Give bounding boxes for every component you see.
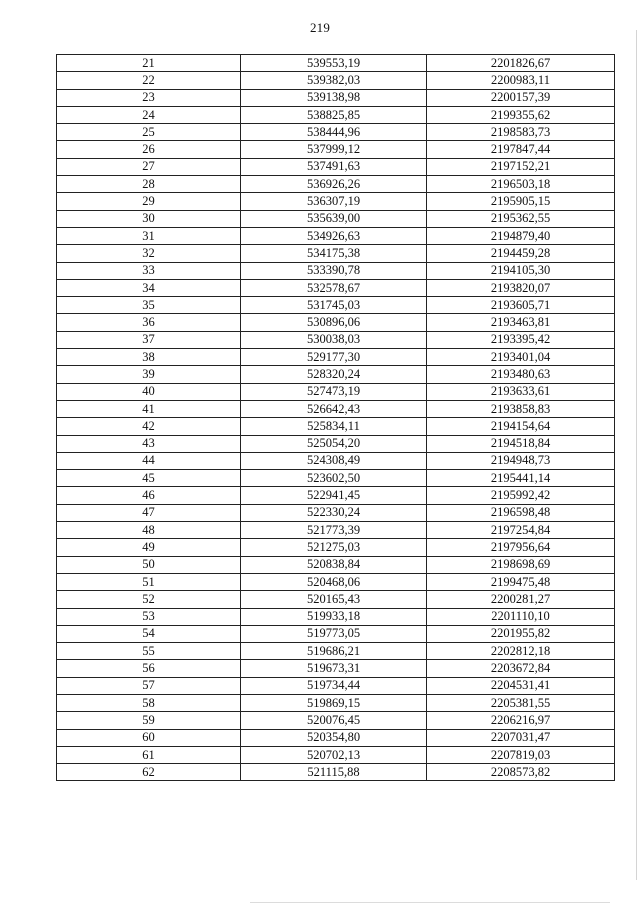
point-number-cell: 28 xyxy=(57,176,241,193)
point-number-cell: 31 xyxy=(57,227,241,244)
table-row xyxy=(57,124,615,141)
table-row xyxy=(57,643,615,660)
table-row xyxy=(57,435,615,452)
y-coordinate-cell: 2196503,18 xyxy=(427,176,615,193)
table-row xyxy=(57,712,615,729)
point-number-cell: 47 xyxy=(57,504,241,521)
x-coordinate-cell: 522330,24 xyxy=(241,504,427,521)
y-coordinate-cell: 2197254,84 xyxy=(427,522,615,539)
table-row xyxy=(57,729,615,746)
y-coordinate-cell: 2207031,47 xyxy=(427,729,615,746)
point-number-cell: 54 xyxy=(57,625,241,642)
table-row xyxy=(57,591,615,608)
y-coordinate-cell: 2206216,97 xyxy=(427,712,615,729)
point-number-cell: 59 xyxy=(57,712,241,729)
y-coordinate-cell: 2194154,64 xyxy=(427,418,615,435)
table-row xyxy=(57,262,615,279)
y-coordinate-cell: 2199355,62 xyxy=(427,106,615,123)
y-coordinate-cell: 2194105,30 xyxy=(427,262,615,279)
x-coordinate-cell: 527473,19 xyxy=(241,383,427,400)
table-row xyxy=(57,106,615,123)
y-coordinate-cell: 2197847,44 xyxy=(427,141,615,158)
point-number-cell: 22 xyxy=(57,72,241,89)
y-coordinate-cell: 2195992,42 xyxy=(427,487,615,504)
y-coordinate-cell: 2199475,48 xyxy=(427,573,615,590)
y-coordinate-cell: 2200157,39 xyxy=(427,89,615,106)
y-coordinate-cell: 2203672,84 xyxy=(427,660,615,677)
point-number-cell: 62 xyxy=(57,764,241,781)
y-coordinate-cell: 2194948,73 xyxy=(427,452,615,469)
table-row xyxy=(57,383,615,400)
x-coordinate-cell: 525834,11 xyxy=(241,418,427,435)
table-row xyxy=(57,210,615,227)
table-row xyxy=(57,366,615,383)
table-row xyxy=(57,141,615,158)
x-coordinate-cell: 519673,31 xyxy=(241,660,427,677)
point-number-cell: 46 xyxy=(57,487,241,504)
y-coordinate-cell: 2195441,14 xyxy=(427,470,615,487)
x-coordinate-cell: 519734,44 xyxy=(241,677,427,694)
x-coordinate-cell: 534175,38 xyxy=(241,245,427,262)
y-coordinate-cell: 2198583,73 xyxy=(427,124,615,141)
table-row xyxy=(57,297,615,314)
y-coordinate-cell: 2201110,10 xyxy=(427,608,615,625)
x-coordinate-cell: 519869,15 xyxy=(241,694,427,711)
point-number-cell: 34 xyxy=(57,279,241,296)
x-coordinate-cell: 536307,19 xyxy=(241,193,427,210)
point-number-cell: 52 xyxy=(57,591,241,608)
table-row xyxy=(57,660,615,677)
x-coordinate-cell: 520702,13 xyxy=(241,746,427,763)
x-coordinate-cell: 525054,20 xyxy=(241,435,427,452)
x-coordinate-cell: 536926,26 xyxy=(241,176,427,193)
x-coordinate-cell: 531745,03 xyxy=(241,297,427,314)
point-number-cell: 25 xyxy=(57,124,241,141)
point-number-cell: 23 xyxy=(57,89,241,106)
point-number-cell: 41 xyxy=(57,400,241,417)
y-coordinate-cell: 2208573,82 xyxy=(427,764,615,781)
point-number-cell: 50 xyxy=(57,556,241,573)
x-coordinate-cell: 532578,67 xyxy=(241,279,427,296)
table-row xyxy=(57,418,615,435)
y-coordinate-cell: 2195905,15 xyxy=(427,193,615,210)
point-number-cell: 48 xyxy=(57,522,241,539)
x-coordinate-cell: 537999,12 xyxy=(241,141,427,158)
x-coordinate-cell: 520354,80 xyxy=(241,729,427,746)
table-row xyxy=(57,72,615,89)
y-coordinate-cell: 2201955,82 xyxy=(427,625,615,642)
y-coordinate-cell: 2198698,69 xyxy=(427,556,615,573)
table-row xyxy=(57,573,615,590)
y-coordinate-cell: 2200281,27 xyxy=(427,591,615,608)
table-row xyxy=(57,55,615,72)
point-number-cell: 42 xyxy=(57,418,241,435)
scan-edge-line xyxy=(636,30,637,880)
y-coordinate-cell: 2196598,48 xyxy=(427,504,615,521)
x-coordinate-cell: 533390,78 xyxy=(241,262,427,279)
point-number-cell: 35 xyxy=(57,297,241,314)
point-number-cell: 49 xyxy=(57,539,241,556)
y-coordinate-cell: 2195362,55 xyxy=(427,210,615,227)
y-coordinate-cell: 2200983,11 xyxy=(427,72,615,89)
point-number-cell: 29 xyxy=(57,193,241,210)
table-row xyxy=(57,245,615,262)
x-coordinate-cell: 520076,45 xyxy=(241,712,427,729)
point-number-cell: 26 xyxy=(57,141,241,158)
x-coordinate-cell: 530038,03 xyxy=(241,331,427,348)
x-coordinate-cell: 520165,43 xyxy=(241,591,427,608)
scan-edge-line xyxy=(250,902,610,903)
point-number-cell: 30 xyxy=(57,210,241,227)
point-number-cell: 38 xyxy=(57,349,241,366)
x-coordinate-cell: 521275,03 xyxy=(241,539,427,556)
table-row xyxy=(57,400,615,417)
table-row xyxy=(57,314,615,331)
y-coordinate-cell: 2194459,28 xyxy=(427,245,615,262)
table-row xyxy=(57,193,615,210)
point-number-cell: 21 xyxy=(57,55,241,72)
table-row xyxy=(57,539,615,556)
table-row xyxy=(57,158,615,175)
table-row xyxy=(57,331,615,348)
table-row xyxy=(57,227,615,244)
x-coordinate-cell: 539382,03 xyxy=(241,72,427,89)
x-coordinate-cell: 539138,98 xyxy=(241,89,427,106)
point-number-cell: 57 xyxy=(57,677,241,694)
point-number-cell: 27 xyxy=(57,158,241,175)
table-row xyxy=(57,694,615,711)
point-number-cell: 36 xyxy=(57,314,241,331)
y-coordinate-cell: 2193858,83 xyxy=(427,400,615,417)
y-coordinate-cell: 2193633,61 xyxy=(427,383,615,400)
table-row xyxy=(57,89,615,106)
x-coordinate-cell: 538825,85 xyxy=(241,106,427,123)
page-number: 219 xyxy=(309,20,331,35)
point-number-cell: 56 xyxy=(57,660,241,677)
table-row xyxy=(57,487,615,504)
point-number-cell: 40 xyxy=(57,383,241,400)
table-row xyxy=(57,470,615,487)
point-number-cell: 55 xyxy=(57,643,241,660)
point-number-cell: 61 xyxy=(57,746,241,763)
x-coordinate-cell: 530896,06 xyxy=(241,314,427,331)
x-coordinate-cell: 523602,50 xyxy=(241,470,427,487)
x-coordinate-cell: 521115,88 xyxy=(241,764,427,781)
y-coordinate-cell: 2193605,71 xyxy=(427,297,615,314)
table-row xyxy=(57,279,615,296)
point-number-cell: 44 xyxy=(57,452,241,469)
y-coordinate-cell: 2202812,18 xyxy=(427,643,615,660)
x-coordinate-cell: 538444,96 xyxy=(241,124,427,141)
x-coordinate-cell: 537491,63 xyxy=(241,158,427,175)
y-coordinate-cell: 2193480,63 xyxy=(427,366,615,383)
point-number-cell: 24 xyxy=(57,106,241,123)
y-coordinate-cell: 2194518,84 xyxy=(427,435,615,452)
point-number-cell: 60 xyxy=(57,729,241,746)
point-number-cell: 45 xyxy=(57,470,241,487)
y-coordinate-cell: 2207819,03 xyxy=(427,746,615,763)
point-number-cell: 32 xyxy=(57,245,241,262)
point-number-cell: 33 xyxy=(57,262,241,279)
table-row xyxy=(57,504,615,521)
x-coordinate-cell: 529177,30 xyxy=(241,349,427,366)
x-coordinate-cell: 526642,43 xyxy=(241,400,427,417)
x-coordinate-cell: 520838,84 xyxy=(241,556,427,573)
point-number-cell: 51 xyxy=(57,573,241,590)
table-row xyxy=(57,764,615,781)
point-number-cell: 53 xyxy=(57,608,241,625)
point-number-cell: 39 xyxy=(57,366,241,383)
x-coordinate-cell: 535639,00 xyxy=(241,210,427,227)
point-number-cell: 43 xyxy=(57,435,241,452)
coordinates-table-body xyxy=(57,55,615,781)
y-coordinate-cell: 2201826,67 xyxy=(427,55,615,72)
x-coordinate-cell: 534926,63 xyxy=(241,227,427,244)
y-coordinate-cell: 2193820,07 xyxy=(427,279,615,296)
x-coordinate-cell: 539553,19 xyxy=(241,55,427,72)
table-row xyxy=(57,349,615,366)
y-coordinate-cell: 2204531,41 xyxy=(427,677,615,694)
table-row xyxy=(57,176,615,193)
y-coordinate-cell: 2197956,64 xyxy=(427,539,615,556)
y-coordinate-cell: 2193395,42 xyxy=(427,331,615,348)
table-row xyxy=(57,608,615,625)
table-row xyxy=(57,556,615,573)
y-coordinate-cell: 2194879,40 xyxy=(427,227,615,244)
x-coordinate-cell: 519933,18 xyxy=(241,608,427,625)
x-coordinate-cell: 519773,05 xyxy=(241,625,427,642)
table-row xyxy=(57,625,615,642)
x-coordinate-cell: 520468,06 xyxy=(241,573,427,590)
x-coordinate-cell: 522941,45 xyxy=(241,487,427,504)
table-row xyxy=(57,677,615,694)
x-coordinate-cell: 519686,21 xyxy=(241,643,427,660)
x-coordinate-cell: 521773,39 xyxy=(241,522,427,539)
x-coordinate-cell: 528320,24 xyxy=(241,366,427,383)
table-row xyxy=(57,522,615,539)
y-coordinate-cell: 2205381,55 xyxy=(427,694,615,711)
y-coordinate-cell: 2193401,04 xyxy=(427,349,615,366)
point-number-cell: 37 xyxy=(57,331,241,348)
table-row xyxy=(57,452,615,469)
point-number-cell: 58 xyxy=(57,694,241,711)
coordinates-table xyxy=(56,54,615,781)
y-coordinate-cell: 2197152,21 xyxy=(427,158,615,175)
y-coordinate-cell: 2193463,81 xyxy=(427,314,615,331)
x-coordinate-cell: 524308,49 xyxy=(241,452,427,469)
table-row xyxy=(57,746,615,763)
